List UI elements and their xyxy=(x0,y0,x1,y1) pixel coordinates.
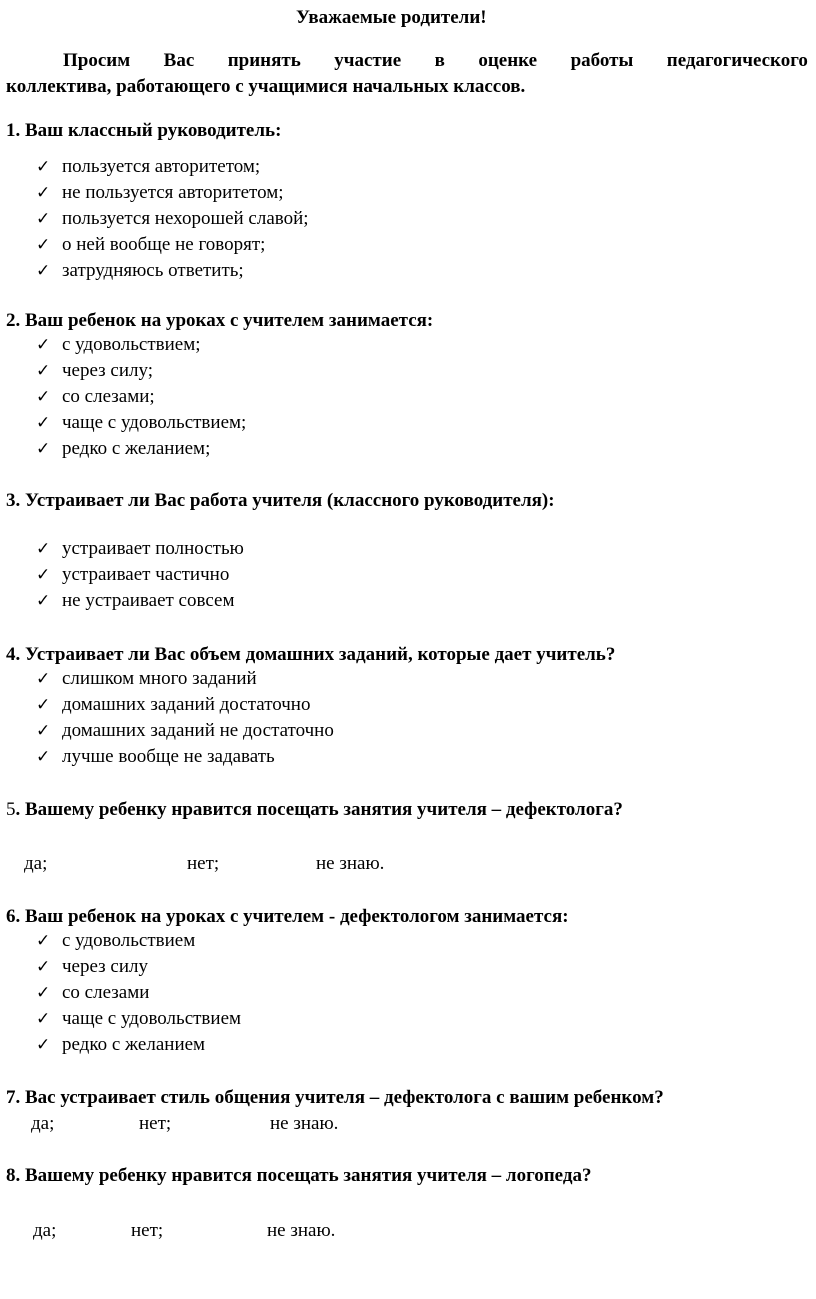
option-label: пользуется авторитетом; xyxy=(62,156,261,177)
option-label: о ней вообще не говорят; xyxy=(62,234,266,255)
checkmark-icon: ✓ xyxy=(36,235,51,255)
option-label: со слезами xyxy=(62,982,150,1003)
checkmark-icon: ✓ xyxy=(36,669,51,689)
checkmark-icon: ✓ xyxy=(36,209,51,229)
checkmark-icon: ✓ xyxy=(36,539,51,559)
option-label: со слезами; xyxy=(62,386,155,407)
intro-word: принять xyxy=(227,50,301,71)
option-label: через силу xyxy=(62,956,148,977)
checkmark-icon: ✓ xyxy=(36,439,51,459)
answer-yes: да; xyxy=(31,1113,55,1134)
checkmark-icon: ✓ xyxy=(36,183,51,203)
option-label: чаще с удовольствием; xyxy=(62,412,247,433)
answer-no: нет; xyxy=(131,1220,164,1241)
option-label: редко с желанием xyxy=(62,1034,206,1055)
option-label: не устраивает совсем xyxy=(62,590,235,611)
option-label: пользуется нехорошей славой; xyxy=(62,208,309,229)
checkmark-icon: ✓ xyxy=(36,1035,51,1055)
checkmark-icon: ✓ xyxy=(36,983,51,1003)
question-text: . Вашему ребенку нравится посещать занятия учителя – дефектолога? xyxy=(15,799,623,820)
option-label: с удовольствием xyxy=(62,930,196,951)
option-label: затрудняюсь ответить; xyxy=(62,260,244,281)
answer-yes: да; xyxy=(33,1220,57,1241)
checkmark-icon: ✓ xyxy=(36,591,51,611)
answer-no: нет; xyxy=(139,1113,172,1134)
option-label: лучше вообще не задавать xyxy=(62,746,275,767)
option-label: редко с желанием; xyxy=(62,438,211,459)
intro-word: педагогического xyxy=(666,50,808,71)
checkmark-icon: ✓ xyxy=(36,157,51,177)
checkmark-icon: ✓ xyxy=(36,565,51,585)
page-title: Уважаемые родители! xyxy=(296,7,487,28)
intro-word: участие xyxy=(334,50,402,71)
intro-line-2: коллектива, работающего с учащимися начальных классов. xyxy=(6,76,526,97)
option-label: устраивает полностью xyxy=(62,538,244,559)
checkmark-icon: ✓ xyxy=(36,747,51,767)
question-2-title: 2. Ваш ребенок на уроках с учителем занимается: xyxy=(6,310,434,331)
checkmark-icon: ✓ xyxy=(36,335,51,355)
intro-word: оценке xyxy=(478,50,538,71)
intro-word: в xyxy=(434,50,445,71)
checkmark-icon: ✓ xyxy=(36,261,51,281)
intro-word: Вас xyxy=(163,50,195,71)
option-label: с удовольствием; xyxy=(62,334,201,355)
question-4-title: 4. Устраивает ли Вас объем домашних заданий, которые дает учитель? xyxy=(6,644,616,665)
checkmark-icon: ✓ xyxy=(36,1009,51,1029)
answer-no: нет; xyxy=(187,853,220,874)
answer-yes: да; xyxy=(24,853,48,874)
question-5-title xyxy=(6,800,623,819)
option-label: через силу; xyxy=(62,360,154,381)
option-label: домашних заданий достаточно xyxy=(62,694,311,715)
checkmark-icon: ✓ xyxy=(36,413,51,433)
checkmark-icon: ✓ xyxy=(36,931,51,951)
answer-dont-know: не знаю. xyxy=(270,1113,339,1134)
option-label: не пользуется авторитетом; xyxy=(62,182,284,203)
option-label: домашних заданий не достаточно xyxy=(62,720,334,741)
question-1-title: 1. Ваш классный руководитель: xyxy=(6,120,282,141)
checkmark-icon: ✓ xyxy=(36,721,51,741)
answer-dont-know: не знаю. xyxy=(267,1220,336,1241)
intro-word: работы xyxy=(570,50,634,71)
checkmark-icon: ✓ xyxy=(36,957,51,977)
intro-word: Просим xyxy=(63,50,131,71)
checkmark-icon: ✓ xyxy=(36,361,51,381)
checkmark-icon: ✓ xyxy=(36,695,51,715)
checkmark-icon: ✓ xyxy=(36,387,51,407)
question-7-title: 7. Вас устраивает стиль общения учителя – дефектолога с вашим ребенком? xyxy=(6,1087,664,1108)
question-number: 5 xyxy=(6,799,16,820)
question-8-title: 8. Вашему ребенку нравится посещать занятия учителя – логопеда? xyxy=(6,1165,592,1186)
intro-line-1 xyxy=(6,51,808,70)
option-label: устраивает частично xyxy=(62,564,230,585)
option-label: чаще с удовольствием xyxy=(62,1008,242,1029)
question-3-title: 3. Устраивает ли Вас работа учителя (классного руководителя): xyxy=(6,490,555,511)
question-6-title: 6. Ваш ребенок на уроках с учителем - дефектологом занимается: xyxy=(6,906,569,927)
option-label: слишком много заданий xyxy=(62,668,257,689)
answer-dont-know: не знаю. xyxy=(316,853,385,874)
